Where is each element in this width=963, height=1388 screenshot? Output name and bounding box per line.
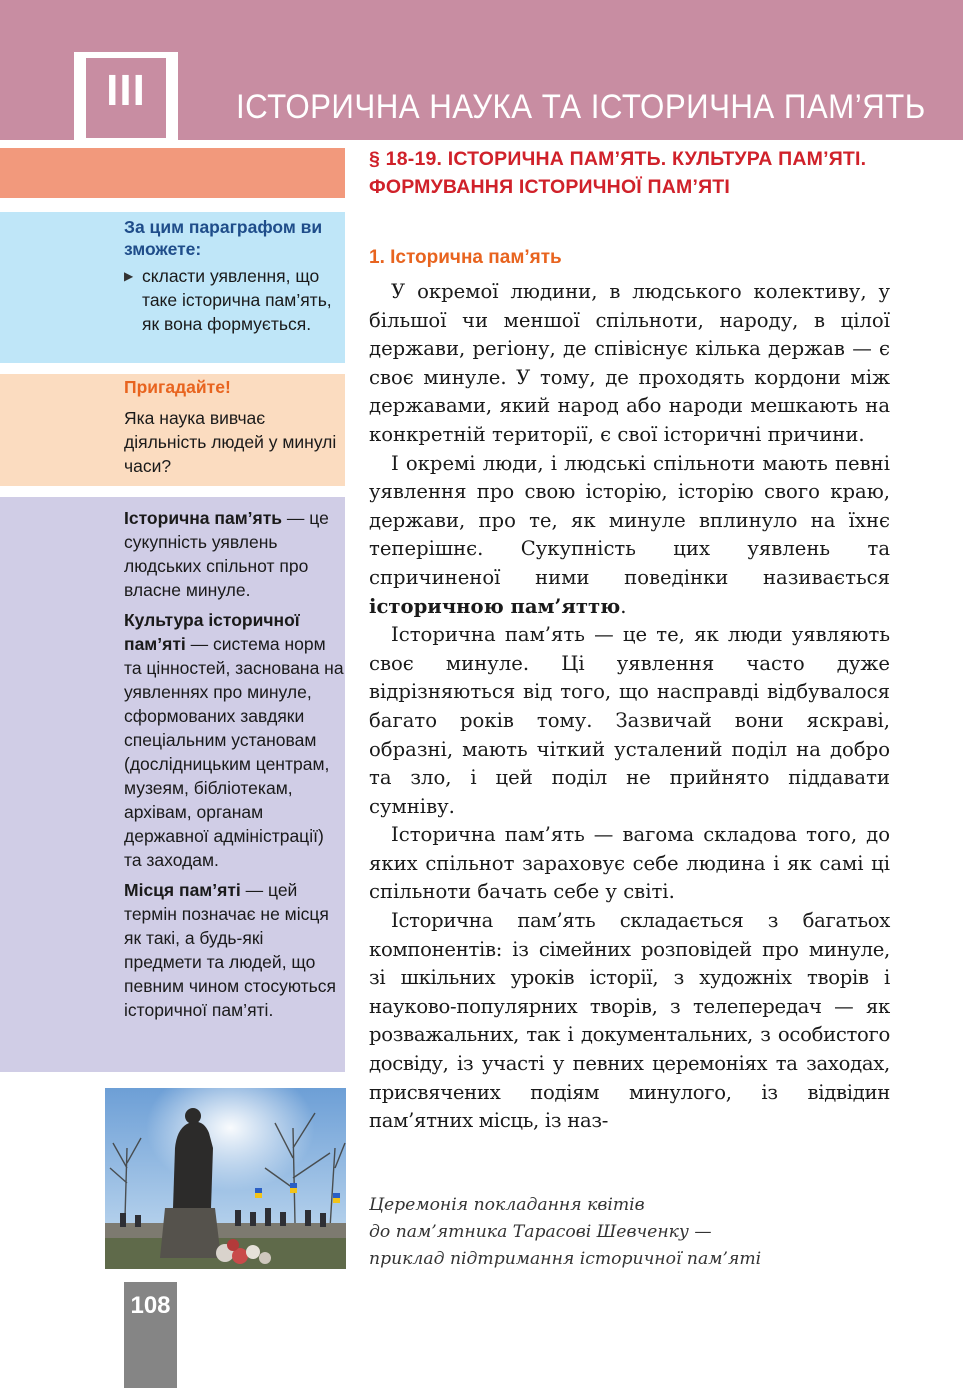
objectives-item-text: скласти уявлення, що таке історична пам’ять, як вона формується. (142, 266, 332, 334)
body-text (369, 278, 890, 1136)
section-number: III (106, 66, 146, 115)
body-paragraph: Історична пам’ять складається з багатьох компонентів: із сімейних розповідей про минуле, зі шкільних уроків історії, з художніх творів і науково-популярних творів, з телепередач — як розважальних, так і документальних, з особистого досвіду, із участі у певних церемоніях та заходах, присвячених подіям минулого, із відвідин пам’ятних місць, із наз- (369, 909, 890, 1133)
body-paragraph (369, 450, 890, 622)
glossary-definition: — це сукупність уявлень людських спільнот про власне минуле. (124, 508, 329, 600)
key-term: історичною пам’яттю (369, 594, 621, 618)
recall-question: Яка наука вивчає діяльність людей у минулі часи? (124, 408, 337, 476)
body-paragraph: У окремої людини, в людського колективу, у більшої чи меншої спільноти, народу, в цілої держави, регіону, де співіснує кілька держав — є своє минуле. У тому, де проходять кордони між державами, який народ або народи мешкають на конкретній території, є свої історичні причини. (369, 280, 890, 446)
bullet-triangle-icon: ▶ (124, 269, 134, 283)
recall-title: Пригадайте! (124, 377, 231, 397)
caption-line: Церемонія покладання квітів (369, 1195, 645, 1215)
body-paragraph-text: . (620, 594, 627, 618)
subsection-title: 1. Історична пам’ять (369, 247, 562, 268)
glossary-term: Історична пам’ять (124, 508, 283, 528)
glossary-list (124, 506, 344, 1028)
page-number: 108 (130, 1292, 171, 1319)
caption-line: до пам’ятника Тарасові Шевченку — (369, 1222, 712, 1242)
glossary-definition: — система норм та цінностей, заснована на уявленнях про минуле, сформованих завдяки спеціальним установам (дослідницьким центрам, музеям, бібліотекам, архівам, органам державної адміністрації) та заходам. (124, 634, 344, 870)
glossary-entry (124, 506, 344, 602)
glossary-definition: — цей термін позначає не місця як такі, а будь-які предмети та людей, що певним чином стосуються історичної пам’яті. (124, 880, 336, 1020)
body-paragraph: Історична пам’ять — вагома складова того, до яких спільнот зараховує себе людина і як самі ці спільноти бачать себе у світі. (369, 823, 890, 904)
paragraph-title: § 18-19. ІСТОРИЧНА ПАМ’ЯТЬ. КУЛЬТУРА ПАМ’ЯТІ. ФОРМУВАННЯ ІСТОРИЧНОЇ ПАМ’ЯТІ (369, 148, 867, 198)
glossary-entry (124, 608, 344, 872)
caption-line: приклад підтримання історичної пам’яті (369, 1249, 762, 1269)
chapter-title: ІСТОРИЧНА НАУКА ТА ІСТОРИЧНА ПАМ’ЯТЬ (236, 88, 926, 126)
objectives-title: За цим параграфом ви зможете: (124, 217, 323, 259)
body-paragraph-text: І окремі люди, і людські спільноти мають певні уявлення про свою історію, історію свого краю, держави, про те, як минуле вплинуло на їхнє теперішнє. Сукупність цих уявлень та спричиненої ними поведінки називається (369, 451, 890, 589)
body-paragraph: Історична пам’ять — це те, як люди уявляють своє минуле. Ці уявлення часто дуже відрізняються від того, що насправді відбувалося багато років тому. Зазвичай вони яскраві, образні, мають чіткий усталений поділ на добро та зло, і цей поділ не прийнято піддавати сумніву. (369, 623, 890, 818)
glossary-entry (124, 878, 344, 1022)
glossary-term: Місця пам’яті (124, 880, 241, 900)
objectives-item (124, 264, 339, 336)
monument-photo (105, 1088, 346, 1269)
decorative-bar (0, 148, 345, 198)
glossary-term: Культура історичної пам’яті (124, 610, 300, 654)
photo-caption (369, 1192, 869, 1273)
